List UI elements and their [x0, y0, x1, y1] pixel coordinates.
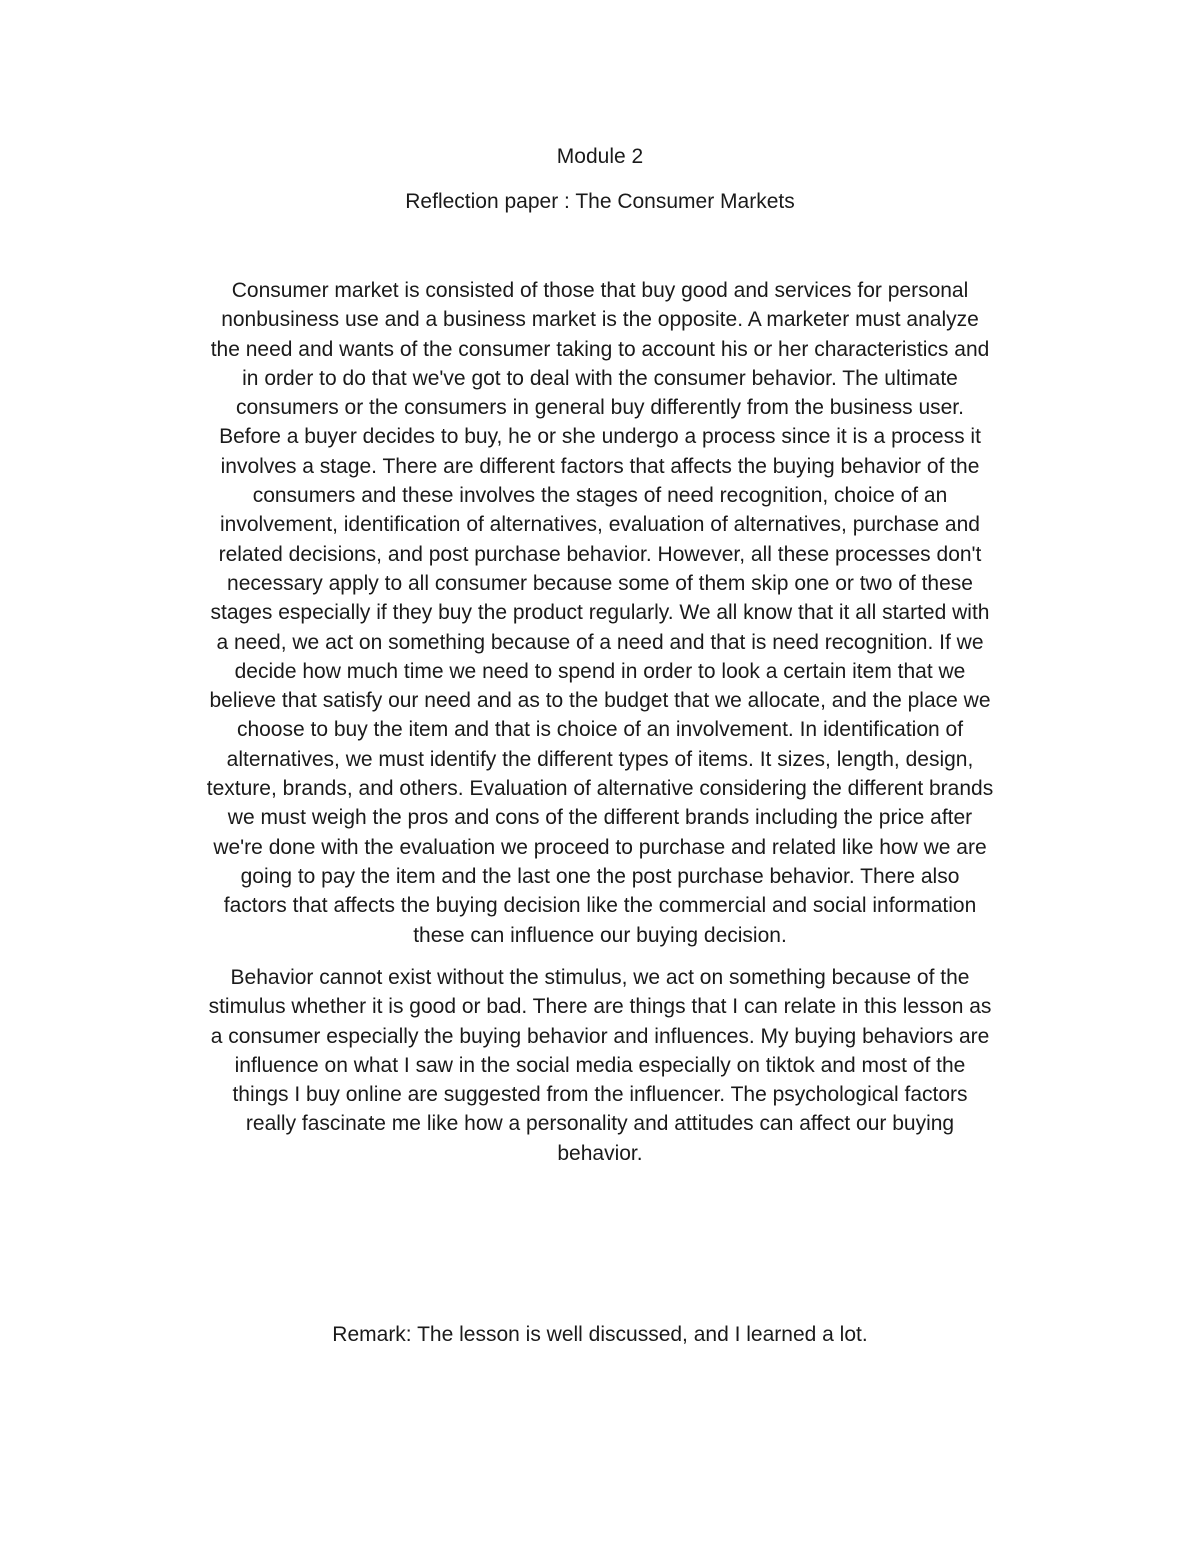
paragraph-line: Behavior cannot exist without the stimulus, we act on something because of the: [230, 966, 970, 989]
paper-title: Reflection paper : The Consumer Markets: [405, 190, 795, 213]
paragraph-line: involves a stage. There are different factors that affects the buying behavior of the: [220, 454, 980, 478]
paragraph-line: necessary apply to all consumer because some of them skip one or two of these: [227, 571, 973, 595]
paragraph-line: alternatives, we must identify the different types of items. It sizes, length, design,: [226, 747, 974, 771]
paragraph-1: [0, 276, 1200, 950]
paragraph-line: factors that affects the buying decision like the commercial and social information: [223, 894, 977, 918]
paragraph-2: [0, 963, 1200, 1168]
paragraph-line: we're done with the evaluation we proceed to purchase and related like how we are: [213, 835, 987, 859]
paragraph-line: consumers and these involves the stages of need recognition, choice of an: [252, 484, 948, 508]
paragraph-line: a need, we act on something because of a need and that is need recognition. If we: [216, 630, 984, 654]
paragraph-line: related decisions, and post purchase behavior. However, all these processes don't: [218, 542, 982, 566]
paragraph-line: nonbusiness use and a business market is the opposite. A marketer must analyze: [221, 308, 979, 332]
paragraph-line: really fascinate me like how a personality and attitudes can affect our buying: [245, 1112, 955, 1136]
paragraph-line: stages especially if they buy the product regularly. We all know that it all started with: [210, 601, 990, 625]
paragraph-line: decide how much time we need to spend in order to look a certain item that we: [234, 659, 966, 683]
paragraph-line: in order to do that we've got to deal with the consumer behavior. The ultimate: [242, 366, 958, 390]
paragraph-line: believe that satisfy our need and as to the budget that we allocate, and the place we: [209, 689, 991, 713]
paragraph-line: going to pay the item and the last one the post purchase behavior. There also: [240, 864, 960, 888]
paragraph-line: a consumer especially the buying behavior and influences. My buying behaviors are: [210, 1024, 990, 1048]
paragraph-line: the need and wants of the consumer taking to account his or her characteristics and: [210, 337, 990, 361]
paragraph-line: behavior.: [557, 1141, 643, 1165]
remark-text: Remark: The lesson is well discussed, and I learned a lot.: [332, 1323, 868, 1346]
paragraph-line: stimulus whether it is good or bad. There are things that I can relate in this lesson as: [208, 995, 992, 1019]
paragraph-line: consumers or the consumers in general buy differently from the business user.: [236, 396, 964, 420]
paragraph-line: involvement, identification of alternatives, evaluation of alternatives, purchase and: [220, 513, 980, 537]
paragraph-line: we must weigh the pros and cons of the different brands including the price after: [227, 806, 973, 830]
paragraph-line: influence on what I saw in the social media especially on tiktok and most of the: [234, 1053, 966, 1077]
paragraph-line: Consumer market is consisted of those that buy good and services for personal: [231, 279, 969, 302]
paragraph-line: Before a buyer decides to buy, he or she undergo a process since it is a process it: [219, 425, 981, 449]
paragraph-line: things I buy online are suggested from the influencer. The psychological factors: [232, 1083, 968, 1107]
paragraph-line: texture, brands, and others. Evaluation of alternative considering the different brands: [206, 777, 994, 801]
paragraph-line: these can influence our buying decision.: [413, 923, 787, 947]
paragraph-line: choose to buy the item and that is choice of an involvement. In identification of: [236, 718, 964, 742]
module-heading: Module 2: [556, 145, 644, 168]
